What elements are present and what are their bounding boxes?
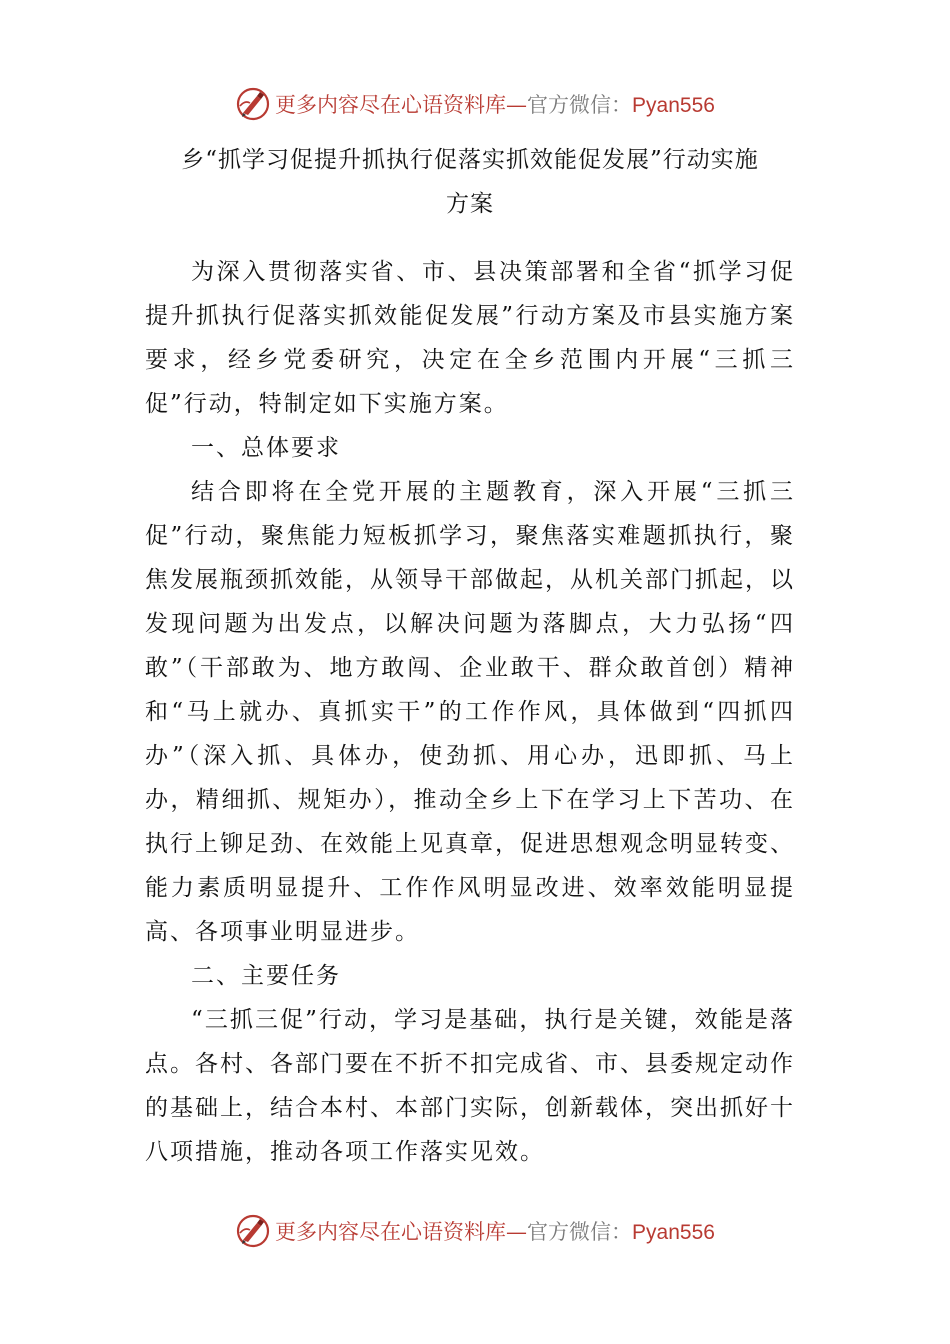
document-title (145, 138, 795, 226)
document-body (145, 138, 795, 1174)
watermark-header (0, 84, 950, 124)
title-line-2: 方案 (446, 191, 494, 217)
watermark-handle: Pyan556 (632, 94, 715, 117)
watermark-footer (0, 1211, 950, 1251)
watermark-handle: Pyan556 (632, 1221, 715, 1244)
watermark-text (275, 1216, 715, 1246)
watermark-separator: — (506, 1220, 528, 1244)
section-heading-2: 二、主要任务 (191, 963, 341, 989)
pen-logo-icon (235, 86, 271, 122)
section-heading-1: 一、总体要求 (191, 435, 341, 461)
watermark-sub: 官方微信： (527, 1220, 633, 1244)
watermark-sub: 官方微信： (527, 93, 633, 117)
intro-paragraph: 为深入贯彻落实省、市、县决策部署和全省“抓学习促提升抓执行促落实抓效能促发展”行动方案及市县实施方案要求，经乡党委研究，决定在全乡范围内开展“三抓三促”行动，特制定如下实施方案。 (145, 259, 795, 417)
watermark-separator: — (506, 93, 528, 117)
watermark-text (275, 89, 715, 119)
section-2-paragraph: “三抓三促”行动，学习是基础，执行是关键，效能是落点。各村、各部门要在不折不扣完成省、市、县委规定动作的基础上，结合本村、本部门实际，创新载体，突出抓好十八项措施，推动各项工作落实见效。 (145, 1007, 795, 1165)
watermark-main: 更多内容尽在心语资料库 (275, 93, 507, 117)
title-line-1: 乡“抓学习促提升抓执行促落实抓效能促发展”行动实施 (181, 147, 759, 173)
watermark-main: 更多内容尽在心语资料库 (275, 1220, 507, 1244)
section-1-paragraph: 结合即将在全党开展的主题教育，深入开展“三抓三促”行动，聚焦能力短板抓学习，聚焦落实难题抓执行，聚焦发展瓶颈抓效能，从领导干部做起，从机关部门抓起，以发现问题为出发点，以解决问题为落脚点，大力弘扬“四敢”（干部敢为、地方敢闯、企业敢干、群众敢首创）精神和“马上就办、真抓实干”的工作作风，具体做到“四抓四办”（深入抓、具体办，使劲抓、用心办，迅即抓、马上办，精细抓、规矩办），推动全乡上下在学习上下苦功、在执行上铆足劲、在效能上见真章，促进思想观念明显转变、能力素质明显提升、工作作风明显改进、效率效能明显提高、各项事业明显进步。 (145, 479, 795, 945)
pen-logo-icon (235, 1213, 271, 1249)
